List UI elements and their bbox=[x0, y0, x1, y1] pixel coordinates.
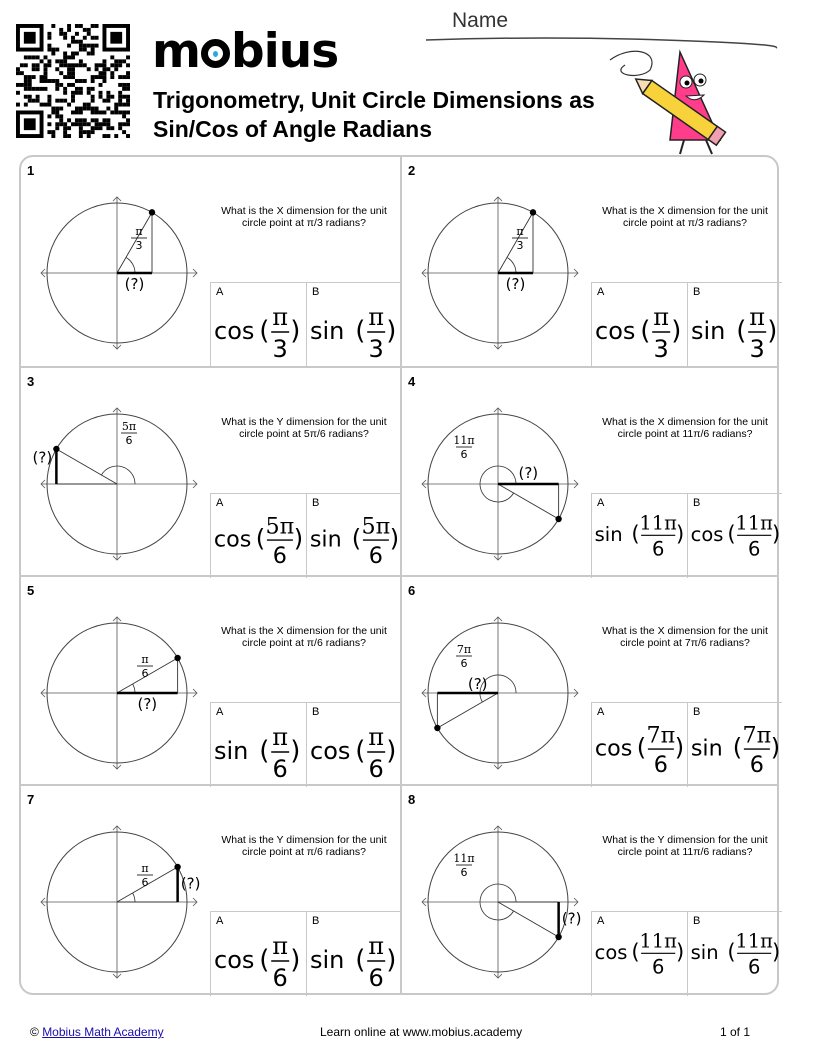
angle-label-denominator: 6 bbox=[125, 434, 133, 447]
problem-number: 8 bbox=[408, 792, 416, 807]
choice-b[interactable] bbox=[687, 283, 781, 367]
worksheet-title: Trigonometry, Unit Circle Dimensions as Sin/Cos of Angle Radians bbox=[153, 87, 595, 142]
fraction-denominator: 6 bbox=[653, 752, 668, 779]
fraction-denominator: 6 bbox=[368, 543, 383, 570]
right-paren: ) bbox=[770, 733, 781, 762]
angle-label-denominator: 6 bbox=[141, 876, 149, 889]
left-paren: ( bbox=[355, 945, 366, 975]
choice-a-expression bbox=[592, 920, 686, 996]
angle-arc bbox=[101, 466, 135, 484]
unit-circle-figure bbox=[422, 826, 581, 978]
unknown-label: (?) bbox=[518, 464, 539, 482]
problem-cell bbox=[21, 366, 400, 575]
fraction-denominator: 3 bbox=[653, 335, 669, 363]
unit-circle-diagram bbox=[416, 601, 606, 791]
choice-b-label: B bbox=[312, 286, 320, 298]
angle-label-denominator: 6 bbox=[460, 866, 468, 879]
fraction-numerator: 11π bbox=[639, 929, 678, 953]
choice-a-label: A bbox=[597, 497, 605, 509]
choice-b-expression bbox=[307, 291, 401, 367]
fraction-numerator: π bbox=[272, 932, 289, 960]
choice-function: cos bbox=[214, 317, 255, 345]
angle-label-numerator: π bbox=[135, 225, 143, 238]
fraction-numerator: 7π bbox=[742, 722, 772, 749]
question-text: What is the X dimension for the unit circle point at 11π/6 radians? bbox=[602, 416, 768, 440]
choice-function: cos bbox=[310, 737, 351, 765]
radius-line bbox=[117, 212, 152, 273]
left-paren: ( bbox=[255, 524, 266, 553]
circle-point bbox=[555, 934, 561, 940]
choice-function: sin bbox=[310, 946, 345, 974]
choice-function: sin bbox=[690, 941, 719, 965]
left-paren: ( bbox=[736, 316, 747, 346]
choice-function: cos bbox=[595, 317, 636, 345]
circle-point bbox=[149, 209, 155, 215]
problem-cell bbox=[21, 575, 400, 784]
choice-b-expression bbox=[688, 711, 782, 787]
angle-arc bbox=[126, 257, 135, 273]
mobius-academy-link[interactable]: Mobius Math Academy bbox=[42, 1025, 164, 1039]
answer-choices bbox=[591, 911, 782, 996]
fraction-numerator: 5π bbox=[265, 513, 295, 540]
choice-a-label: A bbox=[216, 497, 224, 509]
choice-function: cos bbox=[214, 946, 255, 974]
right-paren: ) bbox=[290, 316, 301, 346]
radius-line bbox=[437, 693, 498, 728]
unit-circle-diagram bbox=[416, 181, 606, 371]
angle-arc bbox=[133, 893, 135, 902]
fraction-denominator: 6 bbox=[651, 955, 665, 979]
angle-label-denominator: 6 bbox=[460, 448, 468, 461]
answer-choices bbox=[210, 702, 401, 787]
radius-line bbox=[56, 449, 117, 484]
circle-point bbox=[530, 209, 536, 215]
unknown-label: (?) bbox=[180, 874, 201, 893]
choice-a[interactable] bbox=[211, 283, 305, 367]
choice-b-label: B bbox=[312, 497, 320, 509]
pencil-mascot-icon bbox=[600, 40, 740, 158]
right-paren: ) bbox=[676, 521, 685, 547]
question-text: What is the Y dimension for the unit circle point at 11π/6 radians? bbox=[602, 834, 768, 858]
fraction-denominator: 6 bbox=[651, 537, 665, 561]
choice-a-expression bbox=[211, 291, 305, 367]
fraction-numerator: π bbox=[368, 932, 385, 960]
choice-function: sin bbox=[594, 523, 623, 547]
name-label: Name bbox=[452, 9, 509, 32]
qr-code-icon bbox=[16, 24, 130, 138]
angle-arc bbox=[507, 257, 516, 273]
right-paren: ) bbox=[671, 316, 682, 346]
choice-a[interactable] bbox=[592, 494, 686, 578]
left-paren: ( bbox=[640, 316, 651, 346]
unit-circle-diagram bbox=[416, 392, 606, 582]
problem-number: 5 bbox=[27, 583, 35, 598]
left-paren: ( bbox=[727, 939, 736, 965]
unit-circle-diagram bbox=[416, 810, 606, 1000]
answer-choices bbox=[210, 493, 401, 578]
unit-circle-diagram bbox=[32, 392, 225, 582]
right-paren: ) bbox=[290, 945, 301, 975]
circle-point bbox=[174, 864, 180, 870]
fraction-numerator: 11π bbox=[639, 511, 678, 535]
angle-arc bbox=[133, 684, 135, 693]
circle-point bbox=[555, 516, 561, 522]
question-text: What is the X dimension for the unit circle point at π/3 radians? bbox=[602, 205, 768, 229]
right-paren: ) bbox=[386, 316, 397, 346]
problem-cell bbox=[21, 784, 400, 993]
radius-line bbox=[498, 484, 559, 519]
question-text: What is the Y dimension for the unit circle point at 5π/6 radians? bbox=[221, 416, 387, 440]
angle-label-numerator: π bbox=[141, 862, 149, 875]
fraction-numerator: π bbox=[272, 723, 289, 751]
choice-b-label: B bbox=[693, 915, 701, 927]
choice-a-expression bbox=[592, 291, 686, 367]
left-paren: ( bbox=[727, 521, 736, 547]
choice-b[interactable] bbox=[687, 912, 781, 996]
fraction-numerator: π bbox=[653, 303, 670, 331]
problem-grid bbox=[19, 155, 779, 995]
angle-label-numerator: π bbox=[141, 653, 149, 666]
footer-learn-online: Learn online at www.mobius.academy bbox=[320, 1025, 523, 1039]
left-paren: ( bbox=[259, 316, 270, 346]
choice-a[interactable] bbox=[592, 283, 686, 367]
choice-b-label: B bbox=[693, 706, 701, 718]
choice-a-expression bbox=[592, 711, 686, 787]
fraction-denominator: 6 bbox=[272, 543, 287, 570]
right-paren: ) bbox=[674, 733, 685, 762]
choice-a-label: A bbox=[597, 706, 605, 718]
left-paren: ( bbox=[259, 945, 270, 975]
choice-function: sin bbox=[690, 735, 723, 762]
choice-a-expression bbox=[211, 502, 305, 578]
choice-b-expression bbox=[307, 502, 401, 578]
choice-a-label: A bbox=[216, 286, 224, 298]
choice-a[interactable] bbox=[592, 912, 686, 996]
angle-label-numerator: π bbox=[516, 225, 524, 238]
choice-a-expression bbox=[211, 920, 305, 996]
left-paren: ( bbox=[636, 733, 647, 762]
answer-choices bbox=[591, 282, 782, 367]
choice-function: cos bbox=[594, 735, 633, 762]
radius-line bbox=[498, 212, 533, 273]
right-paren: ) bbox=[293, 524, 304, 553]
choice-b-label: B bbox=[693, 286, 701, 298]
angle-label-numerator: 7π bbox=[456, 643, 472, 656]
problem-number: 1 bbox=[27, 163, 35, 178]
choice-a-expression bbox=[211, 711, 305, 787]
choice-b[interactable] bbox=[306, 494, 400, 578]
circle-point bbox=[434, 725, 440, 731]
choice-a[interactable] bbox=[211, 494, 305, 578]
unit-circle-figure bbox=[41, 617, 197, 769]
fraction-numerator: 5π bbox=[361, 513, 391, 540]
fraction-numerator: 7π bbox=[646, 722, 676, 749]
unit-circle-figure bbox=[422, 197, 578, 349]
choice-function: cos bbox=[594, 941, 628, 965]
fraction-denominator: 6 bbox=[747, 955, 761, 979]
choice-b[interactable] bbox=[306, 912, 400, 996]
left-paren: ( bbox=[732, 733, 743, 762]
left-paren: ( bbox=[631, 939, 640, 965]
fraction-denominator: 6 bbox=[747, 537, 761, 561]
problem-number: 7 bbox=[27, 792, 35, 807]
unknown-label: (?) bbox=[561, 909, 582, 928]
choice-function: sin bbox=[691, 317, 726, 345]
problem-number: 6 bbox=[408, 583, 416, 598]
fraction-denominator: 3 bbox=[272, 335, 288, 363]
fraction-numerator: π bbox=[368, 303, 385, 331]
angle-label-denominator: 3 bbox=[516, 239, 524, 252]
fraction-denominator: 6 bbox=[368, 964, 384, 992]
fraction-denominator: 3 bbox=[368, 335, 384, 363]
choice-a[interactable] bbox=[211, 703, 305, 787]
choice-a-label: A bbox=[216, 915, 224, 927]
answer-choices bbox=[210, 911, 401, 996]
left-paren: ( bbox=[355, 736, 366, 766]
question-text: What is the X dimension for the unit circle point at π/6 radians? bbox=[221, 625, 387, 649]
left-paren: ( bbox=[259, 736, 270, 766]
right-paren: ) bbox=[772, 521, 781, 547]
unit-circle-figure bbox=[41, 197, 197, 349]
unit-circle-diagram bbox=[35, 601, 225, 791]
problem-cell bbox=[400, 366, 779, 575]
unit-circle-figure bbox=[422, 408, 578, 560]
right-paren: ) bbox=[389, 524, 400, 553]
answer-choices bbox=[210, 282, 401, 367]
answer-choices bbox=[591, 702, 782, 787]
choice-function: sin bbox=[310, 317, 345, 345]
footer-copyright: © Mobius Math Academy bbox=[30, 1025, 164, 1039]
fraction-numerator: 11π bbox=[735, 929, 774, 953]
answer-choices bbox=[591, 493, 782, 578]
angle-label-denominator: 6 bbox=[141, 667, 149, 680]
unit-circle-diagram bbox=[35, 810, 225, 1000]
footer-page-number: 1 of 1 bbox=[720, 1025, 751, 1039]
fraction-numerator: π bbox=[368, 723, 385, 751]
circle-point bbox=[53, 446, 59, 452]
angle-label-numerator: 11π bbox=[453, 434, 475, 447]
circle-point bbox=[174, 655, 180, 661]
unknown-label: (?) bbox=[137, 695, 158, 713]
choice-function: cos bbox=[213, 526, 252, 553]
right-paren: ) bbox=[772, 939, 781, 965]
choice-a[interactable] bbox=[592, 703, 686, 787]
choice-a[interactable] bbox=[211, 912, 305, 996]
unit-circle-figure bbox=[33, 408, 197, 560]
question-text: What is the X dimension for the unit circle point at 7π/6 radians? bbox=[602, 625, 768, 649]
angle-label-numerator: 5π bbox=[121, 420, 137, 433]
problem-number: 3 bbox=[27, 374, 35, 389]
choice-a-label: A bbox=[597, 286, 605, 298]
fraction-denominator: 6 bbox=[368, 755, 384, 783]
right-paren: ) bbox=[767, 316, 778, 346]
left-paren: ( bbox=[355, 316, 366, 346]
angle-label-numerator: 11π bbox=[453, 852, 475, 865]
choice-b-expression bbox=[688, 920, 782, 996]
fraction-denominator: 6 bbox=[272, 964, 288, 992]
left-paren: ( bbox=[351, 524, 362, 553]
logo-o-icon bbox=[201, 39, 230, 68]
fraction-numerator: π bbox=[272, 303, 289, 331]
right-paren: ) bbox=[290, 736, 301, 766]
right-paren: ) bbox=[676, 939, 685, 965]
problem-cell bbox=[400, 784, 779, 993]
choice-b-label: B bbox=[312, 915, 320, 927]
question-text: What is the X dimension for the unit circle point at π/3 radians? bbox=[221, 205, 387, 229]
choice-b-expression bbox=[307, 920, 401, 996]
unknown-label: (?) bbox=[32, 448, 53, 467]
unit-circle-figure bbox=[41, 826, 200, 978]
unit-circle-figure bbox=[422, 617, 578, 769]
choice-function: cos bbox=[690, 523, 724, 547]
choice-function: sin bbox=[309, 526, 342, 553]
problem-cell bbox=[400, 575, 779, 784]
choice-b-label: B bbox=[693, 497, 701, 509]
unit-circle-diagram bbox=[35, 181, 225, 371]
fraction-denominator: 6 bbox=[749, 752, 764, 779]
fraction-numerator: π bbox=[749, 303, 766, 331]
question-text: What is the Y dimension for the unit circle point at π/6 radians? bbox=[221, 834, 387, 858]
problem-cell bbox=[400, 157, 779, 366]
left-paren: ( bbox=[631, 521, 640, 547]
choice-b[interactable] bbox=[687, 494, 781, 578]
choice-b-label: B bbox=[312, 706, 320, 718]
choice-b-expression bbox=[307, 711, 401, 787]
choice-b[interactable] bbox=[306, 703, 400, 787]
choice-b[interactable] bbox=[687, 703, 781, 787]
radius-line bbox=[498, 902, 559, 937]
angle-label-denominator: 3 bbox=[135, 239, 143, 252]
right-paren: ) bbox=[386, 736, 397, 766]
fraction-denominator: 6 bbox=[272, 755, 288, 783]
problem-number: 2 bbox=[408, 163, 416, 178]
fraction-denominator: 3 bbox=[749, 335, 765, 363]
choice-a-label: A bbox=[597, 915, 605, 927]
right-paren: ) bbox=[386, 945, 397, 975]
choice-b-expression bbox=[688, 291, 782, 367]
choice-a-label: A bbox=[216, 706, 224, 718]
problem-number: 4 bbox=[408, 374, 416, 389]
mobius-logo: m bius bbox=[152, 24, 339, 79]
unknown-label: (?) bbox=[505, 275, 526, 293]
unknown-label: (?) bbox=[124, 275, 145, 293]
fraction-numerator: 11π bbox=[735, 511, 774, 535]
problem-cell bbox=[21, 157, 400, 366]
choice-a-expression bbox=[592, 502, 686, 578]
choice-b[interactable] bbox=[306, 283, 400, 367]
unknown-label: (?) bbox=[467, 675, 488, 693]
choice-b-expression bbox=[688, 502, 782, 578]
choice-function: sin bbox=[214, 737, 249, 765]
angle-label-denominator: 6 bbox=[460, 657, 468, 670]
